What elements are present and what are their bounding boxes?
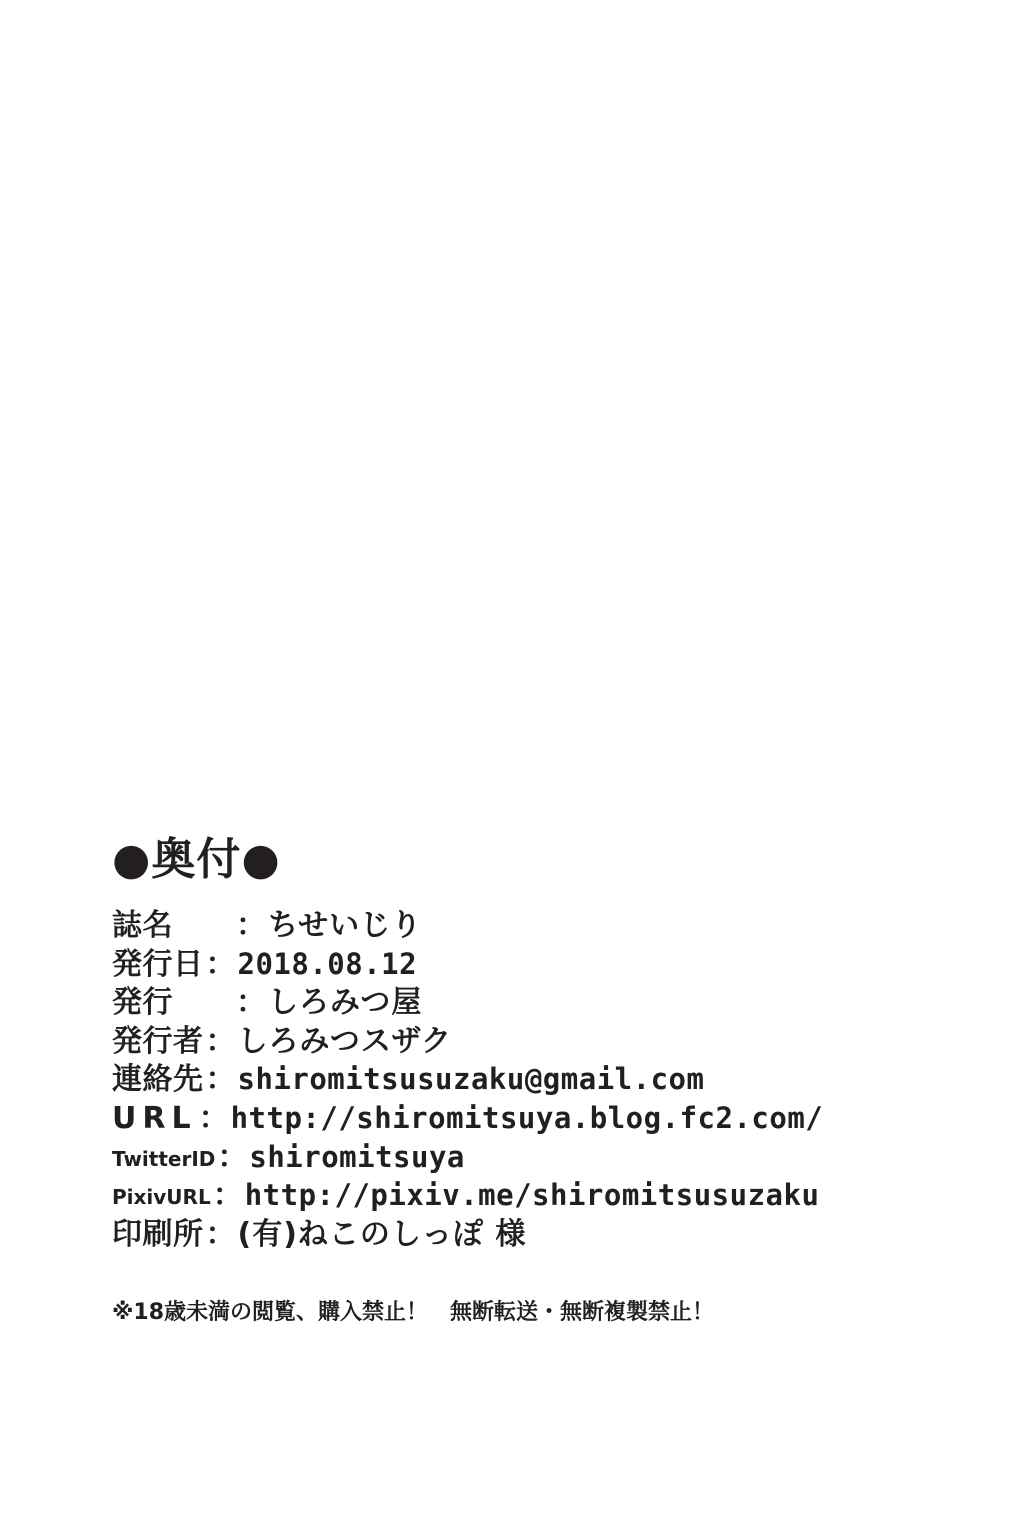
info-separator: ： [205,1216,236,1252]
colophon-heading: ●奥付● [112,834,281,885]
info-label-contact: 連絡先 [112,1062,204,1098]
info-separator: ： [198,1100,229,1136]
info-row-title [112,908,932,945]
info-label-title: 誌名 [112,908,173,943]
info-label-url: URL [112,1100,197,1136]
info-row-author [112,1024,932,1061]
info-label-author: 発行者 [112,1023,204,1059]
info-value-twitter-id: shiromitsuya [249,1139,465,1174]
info-label-pixiv-url: PixivURL [112,1185,211,1210]
info-row-printer [112,1217,932,1254]
info-label-twitter-id: TwitterID [112,1146,216,1171]
info-separator: ： [205,1062,236,1098]
info-separator: ： [236,985,266,1021]
info-label-printer: 印刷所 [112,1216,204,1252]
info-separator: ： [217,1139,248,1175]
info-value-contact-email: shiromitsusuzaku@gmail.com [237,1062,705,1097]
info-row-publisher [112,985,932,1022]
info-value-author: しろみつスザク [237,1023,453,1059]
info-row-contact [112,1062,932,1099]
info-value-pixiv-url: http://pixiv.me/shiromitsusuzaku [244,1178,820,1213]
info-row-twitter [112,1140,932,1177]
colophon-info-list [112,908,932,1253]
info-label-publisher: 発行 [112,985,173,1021]
info-row-url [112,1101,932,1138]
info-value-title: ちせいじり [268,908,423,943]
info-value-publisher: しろみつ屋 [268,985,423,1021]
info-separator: ： [212,1178,243,1214]
info-value-publish-date: 2018.08.12 [237,946,418,981]
colophon-block [112,834,932,1326]
info-label-publish-date: 発行日 [112,946,204,982]
info-separator: ： [205,1023,236,1059]
info-separator: ： [236,908,266,943]
info-value-url: http://shiromitsuya.blog.fc2.com/ [230,1100,824,1135]
info-row-publish-date [112,947,932,984]
info-row-pixiv [112,1178,932,1215]
age-restriction-notice: ※18歳未満の閲覧、購入禁止！ 無断転送・無断複製禁止！ [112,1300,715,1326]
info-separator: ： [205,946,236,982]
info-value-printer: (有)ねこのしっぽ 様 [237,1216,527,1252]
